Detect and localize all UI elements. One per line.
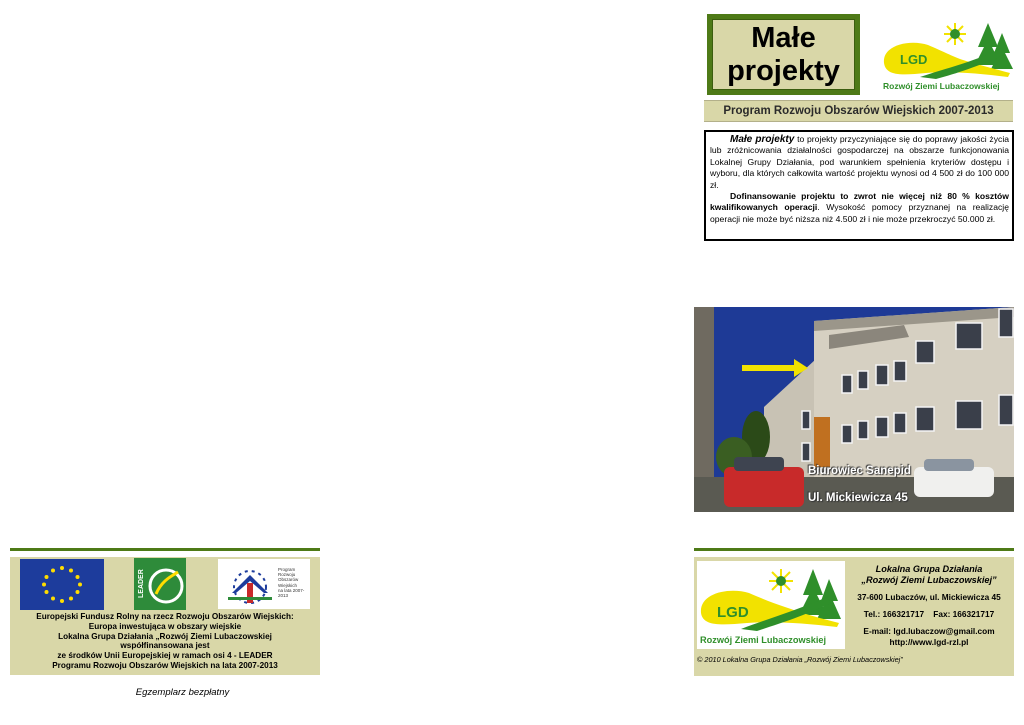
contact-org-1: Lokalna Grupa Działania <box>875 564 983 574</box>
building-photo <box>694 307 1014 512</box>
title-inner <box>712 19 855 90</box>
left-divider <box>10 548 320 551</box>
prow-label-4: Wiejskich <box>278 582 298 588</box>
right-divider <box>694 548 1014 551</box>
title-line-1: Małe <box>751 21 816 54</box>
prow-label-1: Program <box>278 567 296 572</box>
title-box <box>707 14 860 95</box>
contact-website[interactable]: http://www.lgd-rzl.pl <box>889 637 969 647</box>
funding-line-1: Europejski Fundusz Rolny na rzecz Rozwoju Obszarów Wiejskich: <box>36 612 294 621</box>
title-line-2: projekty <box>727 54 840 87</box>
photo-caption-building: Biurowiec Sanepid <box>808 465 911 477</box>
free-copy-note: Egzemplarz bezpłatny <box>135 687 230 698</box>
prow-label-2: Rozwoju <box>278 572 296 578</box>
funding-panel <box>10 557 320 675</box>
prow-label-5: na lata 2007-2013 <box>278 587 305 599</box>
photo-caption-address: Ul. Mickiewicza 45 <box>808 492 908 504</box>
leader-logo-icon <box>134 558 186 610</box>
info-lead: Małe projekty <box>730 134 795 145</box>
logo-abbr: LGD <box>900 52 928 67</box>
funding-line-3: Lokalna Grupa Działania „Rozwój Ziemi Lubaczowskiej <box>58 631 272 641</box>
lgd-logo-bottom <box>697 561 845 649</box>
info-para2-bold: Dofinansowanie projektu to zwrot nie więcej niż 80 % kosztów kwalifikowanych operacji <box>710 191 1009 213</box>
contact-address: 37-600 Lubaczów, ul. Mickiewicza 45 <box>857 592 1001 602</box>
info-paragraph-1 <box>710 134 1009 191</box>
funding-text <box>10 612 320 671</box>
prow-label-3: Obszarów <box>278 577 299 583</box>
contact-org-2: „Rozwój Ziemi Lubaczowskiej” <box>861 575 997 585</box>
contact-text <box>846 564 1012 648</box>
program-bar: Program Rozwoju Obszarów Wiejskich 2007-2013 <box>704 100 1013 122</box>
lgd-logo-bottom-graphic <box>697 561 845 649</box>
building-illustration <box>694 307 1014 512</box>
info-box <box>704 130 1014 241</box>
info-para2-text: . Wysokość pomocy przyznanej na realizację operacji nie może być niższa niż 4.500 zł i nie może przekroczyć 50.000 zł. <box>710 202 1009 224</box>
funding-line-4: współfinansowana jest <box>120 641 210 651</box>
copyright-note: © 2010 Lokalna Grupa Działania „Rozwój Ziemi Lubaczowskiej” <box>697 655 903 664</box>
funding-line-5: ze środków Unii Europejskiej w ramach osi 4 - LEADER <box>57 651 273 661</box>
info-para1-text: to projekty przyczyniające się do poprawy jakości życia lub zróżnicowania działalności gospodarczej na obszarze funkcjonowania Lokalnej Grupy Działania, pod warunkiem spełnienia kryteriów dostępu i wyboru, dla których całkowita wartość projektu wynosi od 4 500 zł do 100 000 zł. <box>710 134 1010 190</box>
eu-flag-icon <box>20 559 104 610</box>
lgd-logo <box>880 15 1016 95</box>
contact-phone: Tel.: 166321717 Fax: 166321717 <box>863 609 995 619</box>
contact-panel <box>694 557 1014 676</box>
funding-line-6: Programu Rozwoju Obszarów Wiejskich na lata 2007-2013 <box>52 660 278 670</box>
logo-bottom-name: Rozwój Ziemi Lubaczowskiej <box>700 635 827 645</box>
prow-logo-graphic <box>222 563 278 607</box>
logo-bottom-abbr: LGD <box>717 604 749 621</box>
lgd-logo-graphic <box>880 15 1016 95</box>
prow-logo <box>218 559 310 609</box>
leader-label: LEADER <box>138 569 145 598</box>
logo-name: Rozwój Ziemi Lubaczowskiej <box>883 81 1000 91</box>
contact-email[interactable]: E-mail: lgd.lubaczow@gmail.com <box>863 626 995 636</box>
info-paragraph-2 <box>710 191 1009 225</box>
funding-line-2: Europa inwestująca w obszary wiejskie <box>88 621 242 631</box>
prow-logo-text <box>278 567 310 598</box>
